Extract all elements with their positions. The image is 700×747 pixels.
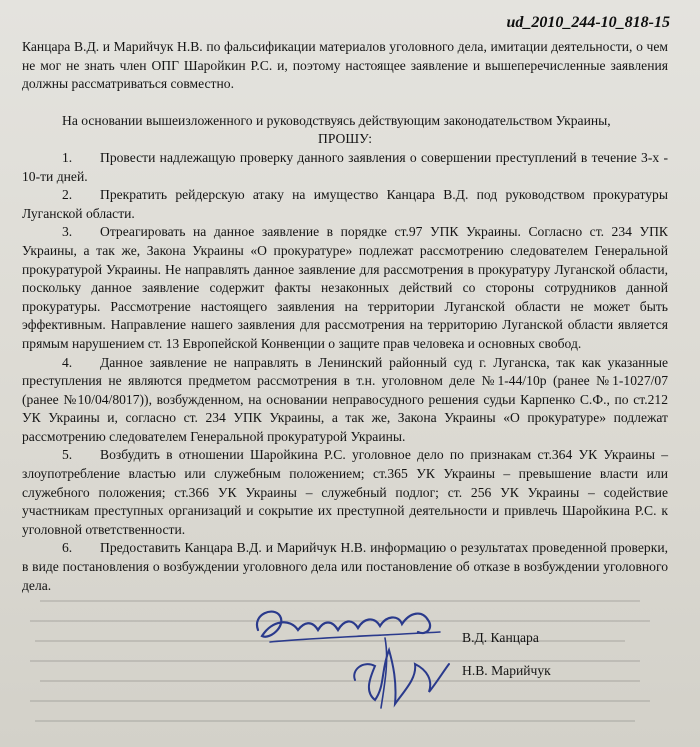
request-item [22, 446, 668, 539]
request-heading: ПРОШУ: [318, 131, 372, 147]
item-number: 6. [62, 540, 73, 556]
intro-paragraph: Канцара В.Д. и Марийчук Н.В. по фальсификации материалов уголовного дела, имитации деятельности, о чем не мог не знать член ОПГ Шаройкин Р.С. и, поэтому настоящее заявление и вышеперечисленные заявления должны рассматриваться совместно. [22, 39, 668, 92]
item-number: 1. [62, 149, 73, 165]
item-text: Отреагировать на данное заявление в порядке ст.97 УПК Украины. Согласно ст. 234 УПК Украины, а так же, Закона Украины «О прокуратуре» подлежат рассмотрению следователем Генеральной прокуратурой Украины. Не направлять данное заявление для рассмотрения в прокуратуру Луганской области, поскольку данное заявление содержит факты незаконных действий со стороны сотрудников данной прокуратуры. Рассмотрение настоящего заявления на территории Луганской области не может быть эффективным. Направление нашего заявления для рассмотрения на территорию Луганской области является прямым нарушением ст. 13 Европейской Конвенции о защите прав человека и основных свобод. [22, 224, 668, 351]
item-number: 2. [62, 187, 73, 203]
item-number: 4. [62, 354, 73, 370]
request-item [22, 186, 668, 223]
item-text: Предоставить Канцара В.Д. и Марийчук Н.В. информацию о результатах проведенной проверки, в виде постановления о возбуждении уголовного дела или постановление об отказе в возбуждении уголовного дела. [22, 540, 668, 593]
item-text: Данное заявление не направлять в Ленинский районный суд г. Луганска, так как указанные преступления не являются предметом рассмотрения в т.н. уголовном деле №1-44/10р (ранее №1-1027/07 (ранее №10/04/8017)), возбужденном, на основании неправосудного решения судьи Карпенко С.Ф., по ст.212 УК Украины и, согласно ст. 234 УПК Украины, а так же, Закона Украины «О прокуратуре» подлежат рассмотрению следователем Генеральной прокуратурой Украины. [22, 354, 668, 444]
signer-name: В.Д. Канцара [462, 630, 539, 645]
signature-block [0, 600, 700, 747]
item-text: Прекратить рейдерскую атаку на имущество Канцара В.Д. под руководством прокуратуры Луганской области. [22, 187, 668, 221]
item-number: 5. [62, 447, 73, 463]
document-body [22, 38, 668, 595]
item-number: 3. [62, 224, 73, 240]
basis-paragraph: На основании вышеизложенного и руководствуясь действующим законодательством Украины, [62, 112, 611, 128]
request-item [22, 354, 668, 447]
signature-marijchuk [345, 630, 455, 710]
item-text: Возбудить в отношении Шаройкина Р.С. уголовное дело по признакам ст.364 УК Украины – злоупотребление властью или служебным положением; ст.365 УК Украины – превышение власти или служебного положения; ст.366 УК Украины – служебный подлог; ст. 256 УК Украины – содействие участникам преступных организаций и сокрытие их преступной деятельности и привлечь Шаройкина Р.С. к уголовной ответственности. [22, 447, 668, 537]
request-item [22, 223, 668, 353]
request-item [22, 149, 668, 186]
request-item [22, 539, 668, 595]
item-text: Провести надлежащую проверку данного заявления о совершении преступлений в течение 3-х - 10-ти дней. [22, 149, 668, 184]
signer-name: Н.В. Марийчук [462, 663, 551, 678]
document-id: ud_2010_244-10_818-15 [506, 14, 670, 31]
